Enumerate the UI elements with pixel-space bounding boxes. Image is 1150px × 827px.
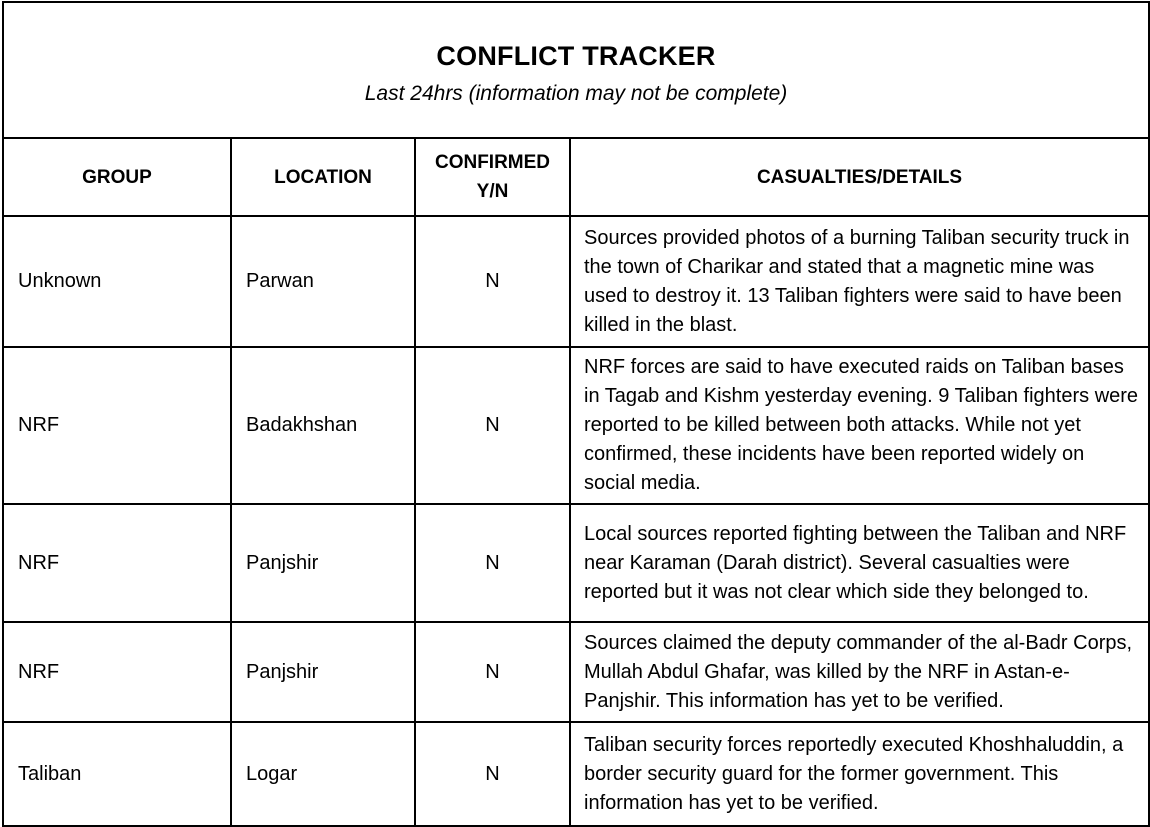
header-row (3, 138, 1149, 216)
cell-group: NRF (3, 622, 231, 722)
cell-group: Unknown (3, 216, 231, 347)
title-block (3, 2, 1149, 138)
cell-location: Parwan (231, 216, 415, 347)
table-row (3, 347, 1149, 504)
cell-details: Sources claimed the deputy commander of the al-Badr Corps, Mullah Abdul Ghafar, was killed by the NRF in Astan-e-Panjshir. This information has yet to be verified. (570, 622, 1149, 722)
table-row (3, 504, 1149, 622)
column-header-group: GROUP (3, 138, 231, 216)
cell-location: Badakhshan (231, 347, 415, 504)
cell-confirmed: N (415, 722, 570, 826)
table-row (3, 216, 1149, 347)
conflict-tracker-table (2, 1, 1150, 827)
cell-location: Panjshir (231, 622, 415, 722)
table-row (3, 622, 1149, 722)
column-header-location: LOCATION (231, 138, 415, 216)
cell-group: NRF (3, 504, 231, 622)
table-row (3, 722, 1149, 826)
cell-location: Panjshir (231, 504, 415, 622)
cell-details: Taliban security forces reportedly executed Khoshhaluddin, a border security guard for the former government. This information has yet to be verified. (570, 722, 1149, 826)
cell-confirmed: N (415, 216, 570, 347)
column-header-confirmed (415, 138, 570, 216)
cell-details: NRF forces are said to have executed raids on Taliban bases in Tagab and Kishm yesterday evening. 9 Taliban fighters were reported to be killed between both attacks. While not yet confirmed, these incidents have been reported widely on social media. (570, 347, 1149, 504)
page-subtitle: Last 24hrs (information may not be complete) (364, 81, 788, 105)
cell-details: Sources provided photos of a burning Taliban security truck in the town of Charikar and stated that a magnetic mine was used to destroy it. 13 Taliban fighters were said to have been killed in the blast. (570, 216, 1149, 347)
cell-location: Logar (231, 722, 415, 826)
column-header-details: CASUALTIES/DETAILS (570, 138, 1149, 216)
cell-details: Local sources reported fighting between the Taliban and NRF near Karaman (Darah district). Several casualties were reported but it was not clear which side they belonged to. (570, 504, 1149, 622)
column-header-confirmed-label: CONFIRMED Y/N (434, 152, 551, 202)
cell-confirmed: N (415, 622, 570, 722)
page-title: CONFLICT TRACKER (436, 40, 716, 71)
cell-confirmed: N (415, 504, 570, 622)
cell-confirmed: N (415, 347, 570, 504)
cell-group: Taliban (3, 722, 231, 826)
cell-group: NRF (3, 347, 231, 504)
